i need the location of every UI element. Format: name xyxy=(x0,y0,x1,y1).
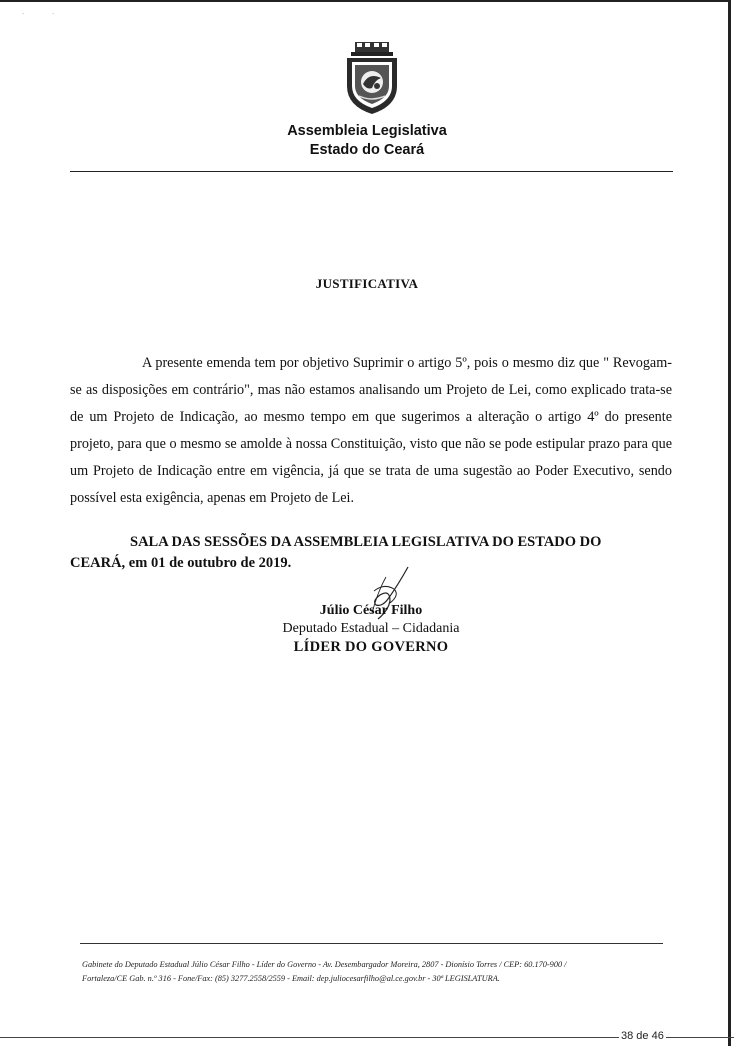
scan-mark: · xyxy=(22,10,25,18)
scan-mark: · xyxy=(52,10,55,18)
state-crest-icon xyxy=(341,40,403,116)
institution-name: Assembleia Legislativa xyxy=(287,123,447,139)
footer-line-2: Fortaleza/CE Gab. n.º 316 - Fone/Fax: (85) 3277.2558/2559 - Email: dep.juliocesarfilho@al.ce.gov.br - 30ª LEGISLATURA. xyxy=(82,974,500,983)
closing-line-2: CEARÁ, em 01 de outubro de 2019. xyxy=(70,555,292,571)
footer-divider xyxy=(80,943,663,944)
institution-state: Estado do Ceará xyxy=(309,142,425,158)
signature-block xyxy=(240,602,502,656)
justification-paragraph: A presente emenda tem por objetivo Suprimir o artigo 5º, pois o mesmo diz que " Revogam-se as disposições em contrário", mas não estamos analisando um Projeto de Lei, como explicado trata-se de um Projeto de Indicação, ao mesmo tempo em que sugerimos a alteração o artigo 4º do presente projeto, para que o mesmo se amolde à nossa Constituição, visto que não se pode estipular prazo para que um Projeto de Indicação entre em vigência, já que se trata de uma sugestão ao Poder Executivo, sendo possível esta exigência, apenas em Projeto de Lei. xyxy=(70,355,672,506)
document-title: JUSTIFICATIVA xyxy=(315,276,419,291)
footer-address xyxy=(82,958,672,986)
header-divider xyxy=(70,171,673,172)
page-number: 38 de 46 xyxy=(621,1030,664,1042)
footer-line-1: Gabinete do Deputado Estadual Júlio César Filho - Líder do Governo - Av. Desembargador Moreira, 2807 - Dionísio Torres / CEP: 60.170-900 / xyxy=(82,960,567,969)
signer-title: LÍDER DO GOVERNO xyxy=(293,639,449,655)
closing-line-1: SALA DAS SESSÕES DA ASSEMBLEIA LEGISLATIVA DO ESTADO DO xyxy=(130,534,602,550)
institution-header xyxy=(0,122,734,160)
signer-role: Deputado Estadual – Cidadania xyxy=(282,621,460,636)
signer-name: Júlio César Filho xyxy=(319,603,423,618)
